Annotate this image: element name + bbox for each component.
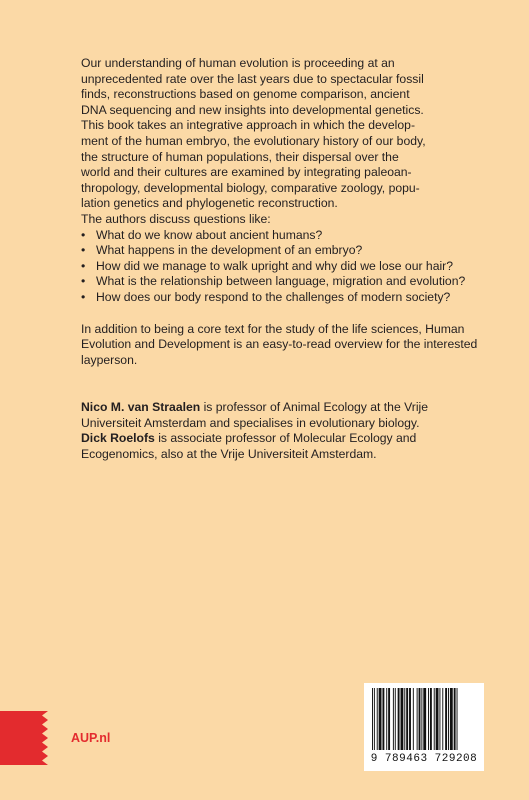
intro-line: finds, reconstructions based on genome comparison, ancient [81,87,410,102]
question-item: • How does our body respond to the challenges of modern society? [81,290,479,306]
publisher-red-tab [0,711,48,765]
isbn-number: 9 789463 729208 [370,753,478,765]
back-cover-text [81,56,479,463]
barcode-bar [406,688,408,750]
barcode-bar [439,688,440,750]
barcode-bar [404,688,405,750]
intro-line: world and their cultures are examined by integrating paleoan- [81,165,412,180]
barcode-bar [382,688,384,750]
intro-line: Our understanding of human evolution is proceeding at an [81,56,395,70]
author-bio-text: is associate professor of Molecular Ecology and Ecogenomics, also at the Vrije Universiteit Amsterdam. [81,431,417,462]
author-bio [81,400,479,431]
barcode-bar [450,688,453,750]
intro-line: unprecedented rate over the last years due to spectacular fossil [81,71,424,86]
intro-line: thropology, developmental biology, comparative zoology, popu- [81,180,420,195]
barcode-bar [374,688,375,750]
author-bio [81,431,479,462]
barcode-bar [419,688,421,750]
barcode-bar [428,688,429,750]
intro-line: the structure of human populations, their dispersal over the [81,149,399,164]
barcode-bar [377,688,378,750]
intro-line: ment of the human embryo, the evolutionary history of our body, [81,133,426,148]
barcode-bar [417,688,418,750]
barcode-bar [388,688,390,750]
barcode-bar [430,688,432,750]
barcode-bar [436,688,439,750]
barcode-bar [421,688,422,750]
author-bio-text: is professor of Animal Ecology at the Vrije Universiteit Amsterdam and specialises in evolutionary biology. [81,400,429,430]
barcode-bar [434,688,435,750]
barcode-bar [372,688,373,750]
author-name: Dick Roelofs [81,431,155,446]
intro-line: This book takes an integrative approach in which the develop- [81,118,416,133]
spacer [81,368,479,400]
question-item: • What happens in the development of an embryo? [81,243,479,259]
barcode-bar [395,688,396,750]
spacer [81,306,479,322]
barcode-bar [454,688,456,750]
question-item: • What is the relationship between language, migration and evolution? [81,274,479,290]
barcode-bar [445,688,447,750]
barcode-bar [386,688,387,750]
barcode-bar [393,688,394,750]
summary-paragraph: In addition to being a core text for the study of the life sciences, Human Evolution and Development is an easy-to-read overview for the interested layperson. [81,321,478,367]
barcode-bar [398,688,400,750]
barcode-bar [423,688,426,750]
barcode-bar [413,688,414,750]
publisher-website[interactable]: AUP.nl [71,731,111,745]
isbn-barcode [364,683,484,771]
question-list [81,228,479,306]
barcode-bar [442,688,443,750]
intro-line: DNA sequencing and new insights into developmental genetics. [81,102,424,117]
barcode-bars [372,688,476,750]
barcode-bar [448,688,449,750]
question-item: • What do we know about ancient humans? [81,228,479,244]
barcode-bar [457,688,458,750]
intro-paragraph [81,56,479,228]
intro-line: The authors discuss questions like: [81,211,271,226]
barcode-bar [379,688,382,750]
barcode-bar [401,688,404,750]
barcode-bar [409,688,411,750]
question-item: • How did we manage to walk upright and why did we lose our hair? [81,259,479,275]
intro-line: lation genetics and phylogenetic reconstruction. [81,196,338,211]
author-name: Nico M. van Straalen [81,400,201,415]
